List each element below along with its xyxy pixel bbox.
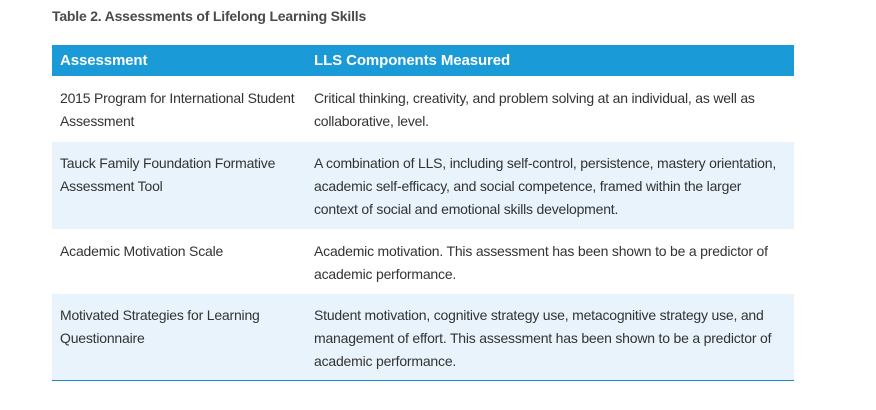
column-header-assessment: Assessment <box>52 45 308 76</box>
assessments-table <box>52 45 794 381</box>
assessment-cell: Motivated Strategies for Learning Questionnaire <box>52 294 308 380</box>
components-cell: Academic motivation. This assessment has been shown to be a predictor of academic performance. <box>314 243 768 282</box>
components-cell: A combination of LLS, including self-control, persistence, mastery orientation, academic self-efficacy, and social competence, framed within the larger context of social and emotional skills development. <box>308 142 794 229</box>
table-caption: Table 2. Assessments of Lifelong Learning Skills <box>52 8 367 24</box>
table-row <box>52 229 794 294</box>
table-row <box>52 76 794 142</box>
assessment-cell: 2015 Program for International Student Assessment <box>60 90 295 129</box>
components-cell: Critical thinking, creativity, and problem solving at an individual, as well as collaborative, level. <box>314 90 755 129</box>
assessment-cell: Academic Motivation Scale <box>60 243 224 259</box>
components-cell: Student motivation, cognitive strategy use, metacognitive strategy use, and management of effort. This assessment has been shown to be a predictor of academic performance. <box>308 294 794 380</box>
table-row <box>52 142 794 229</box>
assessment-cell: Tauck Family Foundation Formative Assessment Tool <box>52 142 308 229</box>
table-header-row <box>52 45 794 76</box>
column-header-components: LLS Components Measured <box>308 45 794 76</box>
table-row <box>52 294 794 380</box>
